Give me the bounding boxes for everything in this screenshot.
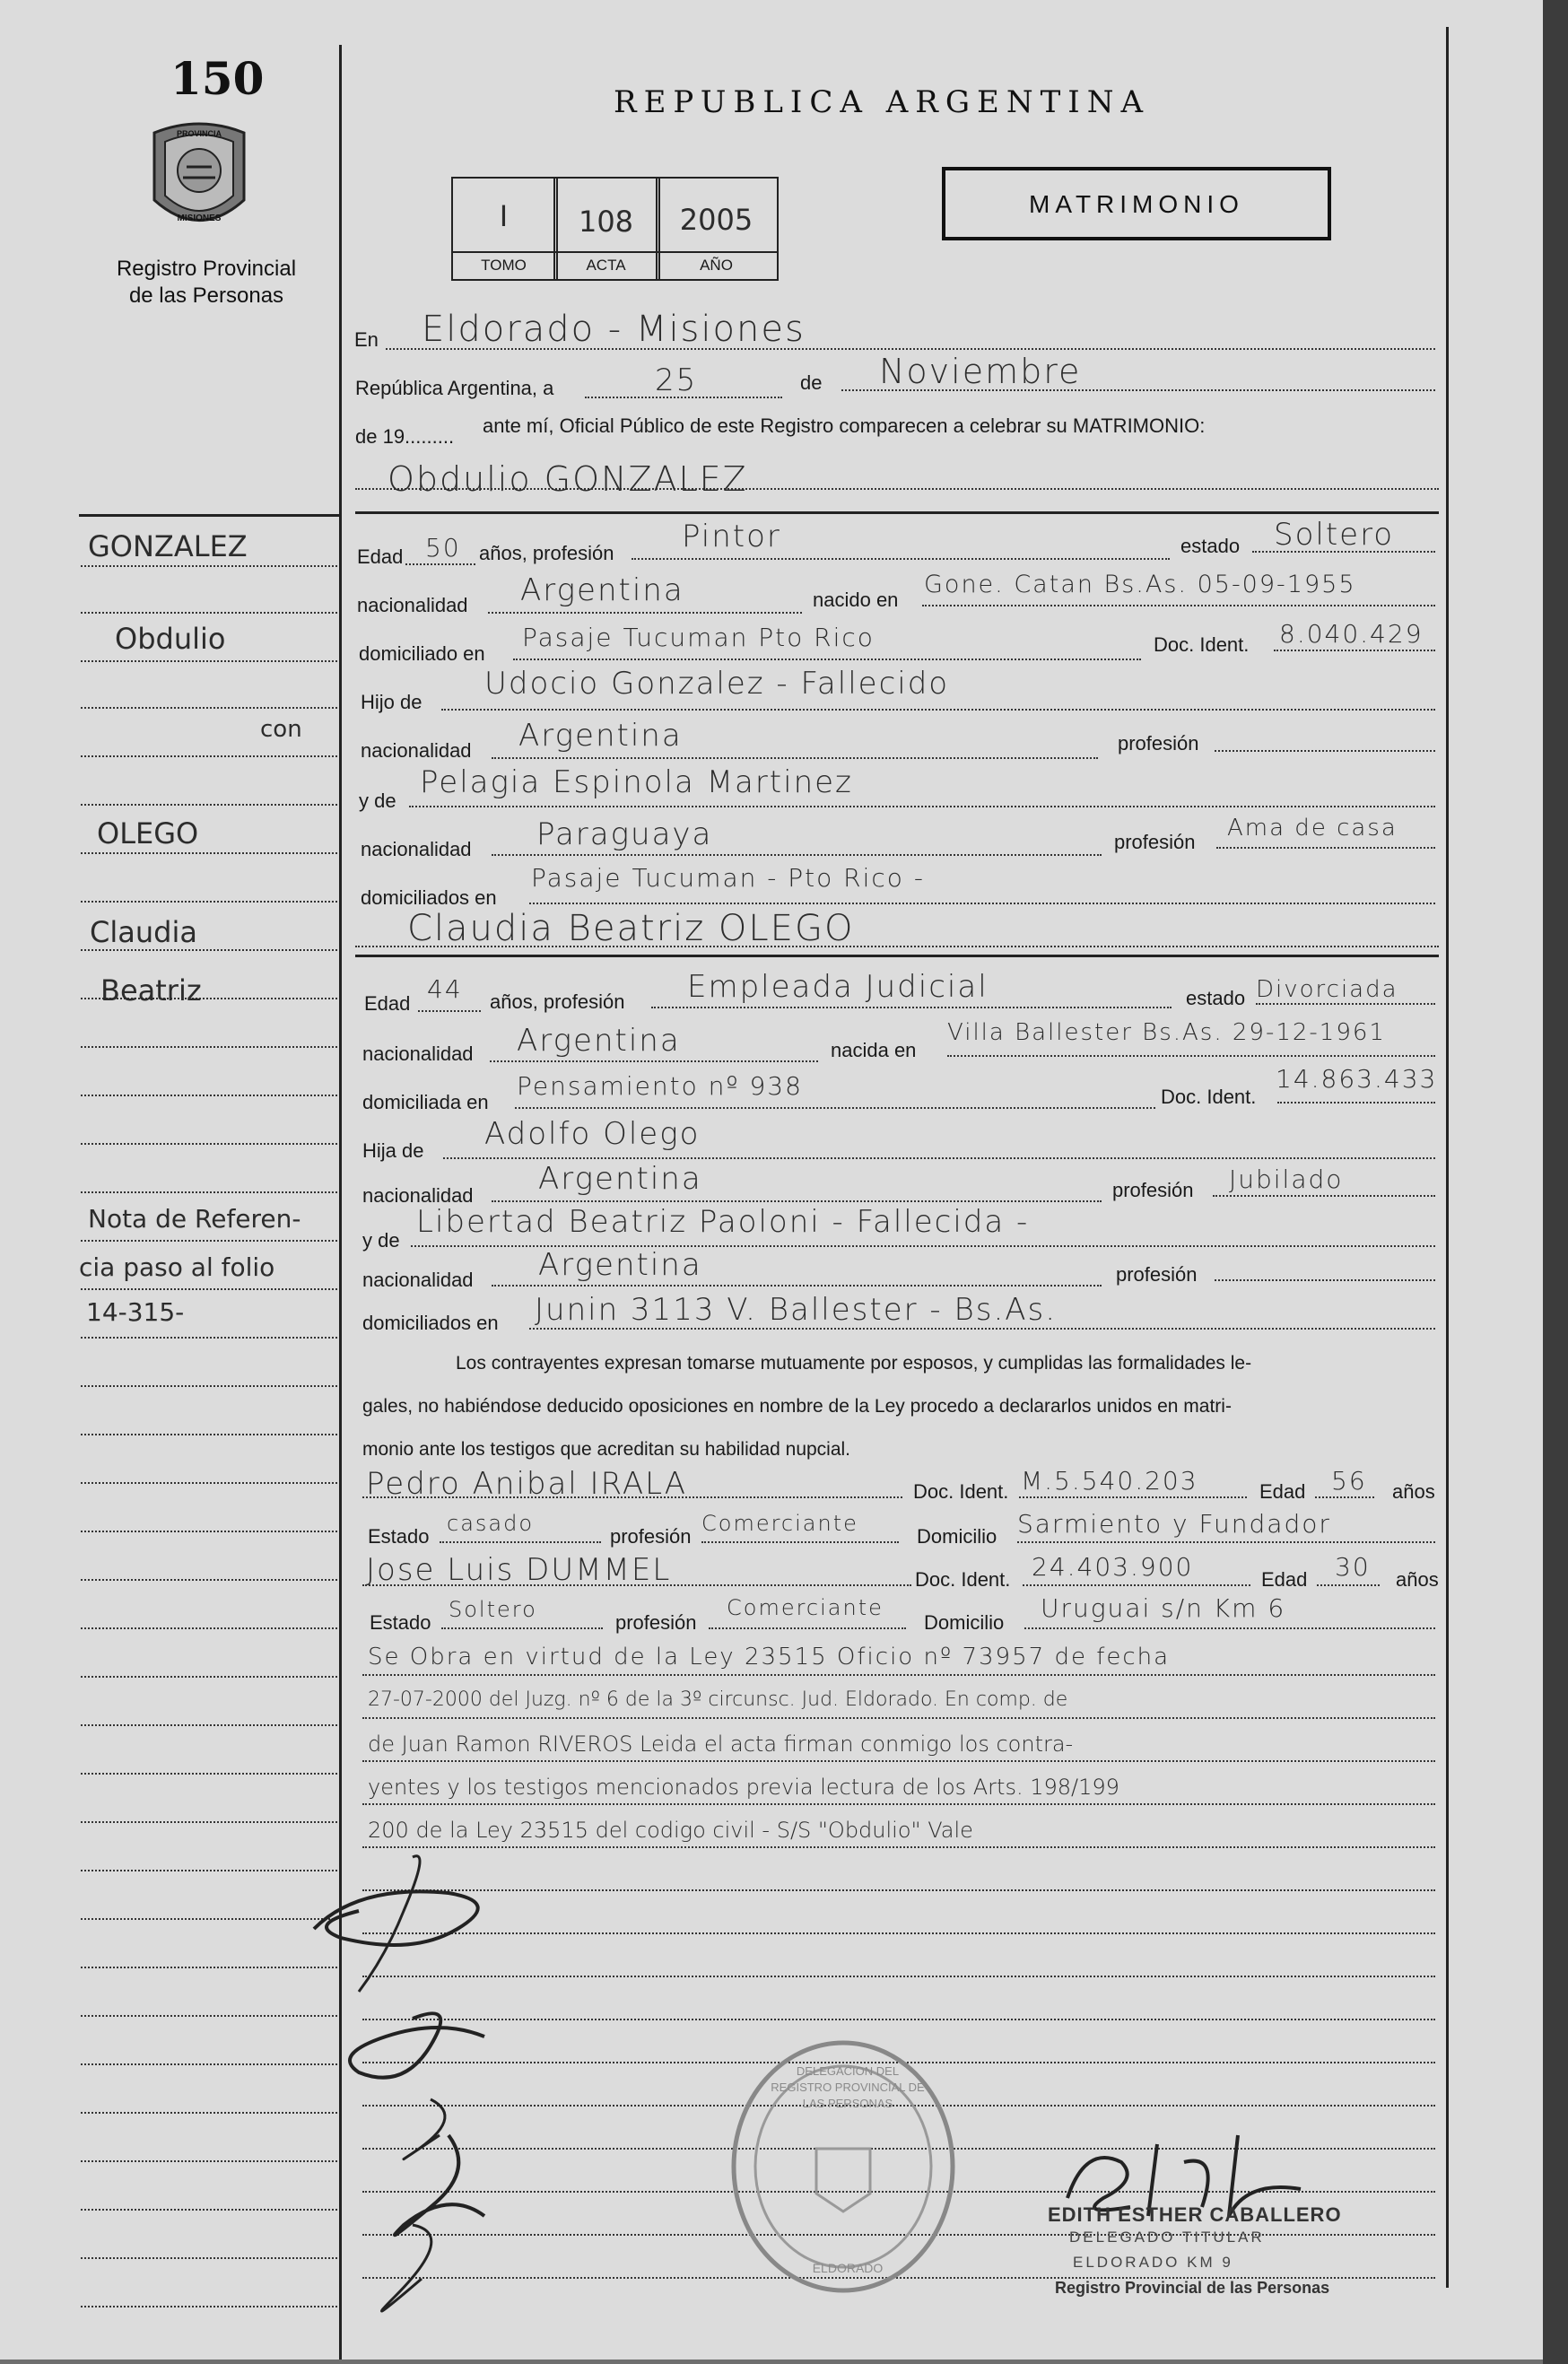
groom-nacido-label: nacido en	[813, 589, 899, 611]
groom-dom-label: domiciliado en	[359, 642, 485, 665]
month-value: Noviembre	[879, 352, 1082, 391]
witness1-edad-label: Edad	[1259, 1480, 1306, 1503]
margin-given-groom: Obdulio	[115, 622, 226, 656]
witness2-name: Jose Luis DUMMEL	[366, 1552, 672, 1588]
groom-parents-address: Pasaje Tucuman - Pto Rico -	[531, 863, 925, 893]
groom-father-nationality: Argentina	[518, 718, 683, 754]
bride-father-label: Hija de	[362, 1139, 424, 1162]
groom-mother: Pelagia Espinola Martinez	[420, 764, 853, 800]
groom-nationality: Argentina	[520, 572, 684, 608]
witness1-prof-label: profesión	[610, 1525, 692, 1548]
bride-edad-label: Edad	[364, 992, 411, 1015]
witness1-dom-label: Domicilio	[917, 1525, 997, 1548]
witness2-estado-label: Estado	[370, 1611, 431, 1634]
groom-estado: Soltero	[1274, 517, 1395, 553]
groom-name: Obdulio GONZALEZ	[388, 459, 748, 499]
day-value: 25	[655, 362, 698, 398]
groom-age: 50	[425, 533, 461, 563]
year-label: de 19.........	[355, 425, 455, 448]
witness2-edad-label: Edad	[1261, 1568, 1308, 1591]
bride-mother-label: y de	[362, 1229, 400, 1252]
bride-father-prof-label: profesión	[1112, 1179, 1194, 1201]
witness2-age: 30	[1335, 1552, 1371, 1582]
groom-nac-label: nacionalidad	[357, 594, 468, 616]
bride-nacida-label: nacida en	[831, 1039, 917, 1061]
groom-estado-label: estado	[1180, 535, 1241, 557]
witness2-estado: Soltero	[449, 1597, 537, 1622]
witness2-doc: 24.403.900	[1032, 1552, 1194, 1582]
seal-round-text: DELEGACION DEL REGISTRO PROVINCIAL DE LAS PERSONAS	[771, 2064, 925, 2110]
groom-doc: 8.040.429	[1279, 619, 1424, 649]
bride-father-profession: Jubilado	[1229, 1165, 1344, 1194]
stamp-registry: Registro Provincial de las Personas	[1055, 2279, 1330, 2297]
bride-estado-label: estado	[1186, 987, 1246, 1009]
seal-sub-text: ELDORADO	[812, 2261, 884, 2275]
groom-mother-nationality: Paraguaya	[536, 816, 713, 852]
margin-conjunction: con	[260, 716, 302, 743]
bride-birth: Villa Ballester Bs.As. 29-12-1961	[947, 1019, 1386, 1046]
stamp-officer: EDITH ESTHER CABALLERO	[1048, 2203, 1342, 2226]
groom-father-nac-label: nacionalidad	[361, 739, 472, 762]
bride-doc-label: Doc. Ident.	[1161, 1086, 1257, 1108]
note-line-4: yentes y los testigos mencionados previa lectura de los Arts. 198/199	[368, 1775, 1119, 1800]
groom-address: Pasaje Tucuman Pto Rico	[522, 623, 875, 652]
groom-birth: Gone. Catan Bs.As. 05-09-1955	[924, 571, 1356, 598]
bride-age: 44	[427, 974, 463, 1004]
margin-note-line3: 14-315-	[86, 1297, 185, 1327]
witness1-doc-label: Doc. Ident.	[913, 1480, 1009, 1503]
de-label: de	[800, 371, 823, 394]
bride-nac-label: nacionalidad	[362, 1042, 474, 1065]
republica-label: República Argentina, a	[355, 377, 554, 399]
stamp-office: ELDORADO KM 9	[1073, 2254, 1233, 2271]
witness2-anos-label: años	[1396, 1568, 1439, 1591]
margin-given-bride-1: Claudia	[90, 915, 197, 949]
ano-label: AÑO	[700, 257, 733, 274]
witness1-estado-label: Estado	[368, 1525, 430, 1548]
bride-profession: Empleada Judicial	[687, 969, 989, 1005]
country-title: REPUBLICA ARGENTINA	[614, 84, 1151, 120]
groom-mother-label: y de	[359, 789, 396, 812]
svg-text:PROVINCIA: PROVINCIA	[176, 129, 222, 138]
svg-text:MISIONES: MISIONES	[177, 214, 222, 223]
acta-label: ACTA	[586, 257, 626, 274]
note-line-1: Se Obra en virtud de la Ley 23515 Oficio nº 73957 de fecha	[368, 1644, 1171, 1671]
witness2-dom-label: Domicilio	[924, 1611, 1005, 1634]
stamp-role: DELEGADO TITULAR	[1069, 2229, 1265, 2246]
bride-doc: 14.863.433	[1276, 1064, 1438, 1094]
margin-note-line2: cia paso al folio	[79, 1252, 275, 1282]
ano-value: 2005	[679, 203, 754, 237]
witness1-profession: Comerciante	[701, 1511, 858, 1536]
bride-mother: Libertad Beatriz Paoloni - Fallecida -	[416, 1204, 1030, 1240]
margin-note-line1: Nota de Referen-	[88, 1204, 301, 1234]
act-type-label: MATRIMONIO	[1029, 190, 1244, 218]
tomo-value: I	[499, 199, 509, 233]
margin-surname-groom: GONZALEZ	[88, 529, 248, 563]
groom-mother-nac-label: nacionalidad	[361, 838, 472, 860]
margin-divider	[79, 514, 339, 517]
groom-mother-profession: Ama de casa	[1227, 815, 1398, 842]
witness2-profession: Comerciante	[727, 1595, 884, 1620]
groom-profession: Pintor	[682, 519, 781, 554]
registry-name-line2: de las Personas	[128, 284, 284, 308]
en-label: En	[354, 328, 379, 351]
bride-dom-label: domiciliada en	[362, 1091, 489, 1113]
bride-nationality: Argentina	[517, 1023, 681, 1059]
scan-edge	[1543, 0, 1568, 2364]
bride-parents-dom-label: domiciliados en	[362, 1312, 499, 1334]
bride-mother-nationality: Argentina	[538, 1247, 702, 1283]
witness1-address: Sarmiento y Fundador	[1017, 1509, 1331, 1539]
bride-mother-prof-label: profesión	[1116, 1263, 1198, 1286]
note-line-3: de Juan Ramon RIVEROS Leida el acta firman conmigo los contra-	[368, 1732, 1074, 1757]
statement-text: ante mí, Oficial Público de este Registro comparecen a celebrar su MATRIMONIO:	[483, 414, 1206, 437]
folio-number: 150	[170, 52, 265, 105]
bride-father-nac-label: nacionalidad	[362, 1184, 474, 1207]
provincial-emblem-icon	[145, 115, 253, 240]
bride-mother-nac-label: nacionalidad	[362, 1269, 474, 1291]
groom-father-label: Hijo de	[361, 691, 422, 713]
note-line-5: 200 de la Ley 23515 del codigo civil - S/S "Obdulio" Vale	[368, 1818, 973, 1843]
bride-father-nationality: Argentina	[538, 1161, 702, 1197]
registry-name-line1: Registro Provincial	[116, 257, 297, 281]
groom-doc-label: Doc. Ident.	[1154, 633, 1250, 656]
bride-father: Adolfo Olego	[484, 1116, 701, 1152]
declaration-line1: Los contrayentes expresan tomarse mutuamente por esposos, y cumplidas las formalidades le-	[456, 1353, 1252, 1374]
bride-estado: Divorciada	[1256, 976, 1398, 1003]
bride-parents-address: Junin 3113 V. Ballester - Bs.As.	[535, 1292, 1058, 1328]
declaration-line3: monio ante los testigos que acreditan su habilidad nupcial.	[362, 1439, 851, 1460]
acta-value: 108	[578, 205, 634, 239]
bride-name: Claudia Beatriz OLEGO	[407, 908, 855, 949]
groom-father: Udocio Gonzalez - Fallecido	[484, 666, 950, 702]
groom-parents-dom-label: domiciliados en	[361, 886, 497, 909]
witness1-age: 56	[1331, 1466, 1367, 1496]
right-border	[1446, 27, 1449, 2288]
groom-anos-label: años, profesión	[479, 542, 614, 564]
tomo-label: TOMO	[481, 257, 527, 274]
signatures	[305, 1830, 682, 2351]
bride-anos-label: años, profesión	[490, 990, 625, 1013]
witness1-doc: M.5.540.203	[1021, 1466, 1198, 1496]
witness2-address: Uruguai s/n Km 6	[1041, 1593, 1286, 1623]
margin-given-bride-2: Beatriz	[100, 973, 202, 1008]
margin-surname-bride: OLEGO	[97, 816, 199, 851]
bride-address: Pensamiento nº 938	[517, 1071, 803, 1101]
place-value: Eldorado - Misiones	[422, 309, 806, 350]
witness1-name: Pedro Anibal IRALA	[366, 1466, 688, 1502]
groom-edad-label: Edad	[357, 545, 404, 568]
witness1-estado: casado	[447, 1511, 535, 1536]
groom-father-prof-label: profesión	[1118, 732, 1199, 755]
declaration-line2: gales, no habiéndose deducido oposiciones en nombre de la Ley procedo a declararlos unidos en matri-	[362, 1396, 1232, 1417]
groom-mother-prof-label: profesión	[1114, 831, 1196, 853]
witness2-doc-label: Doc. Ident.	[915, 1568, 1011, 1591]
note-line-2: 27-07-2000 del Juzg. nº 6 de la 3º circunsc. Jud. Eldorado. En comp. de	[368, 1688, 1068, 1711]
witness2-prof-label: profesión	[615, 1611, 697, 1634]
witness1-anos-label: años	[1392, 1480, 1435, 1503]
